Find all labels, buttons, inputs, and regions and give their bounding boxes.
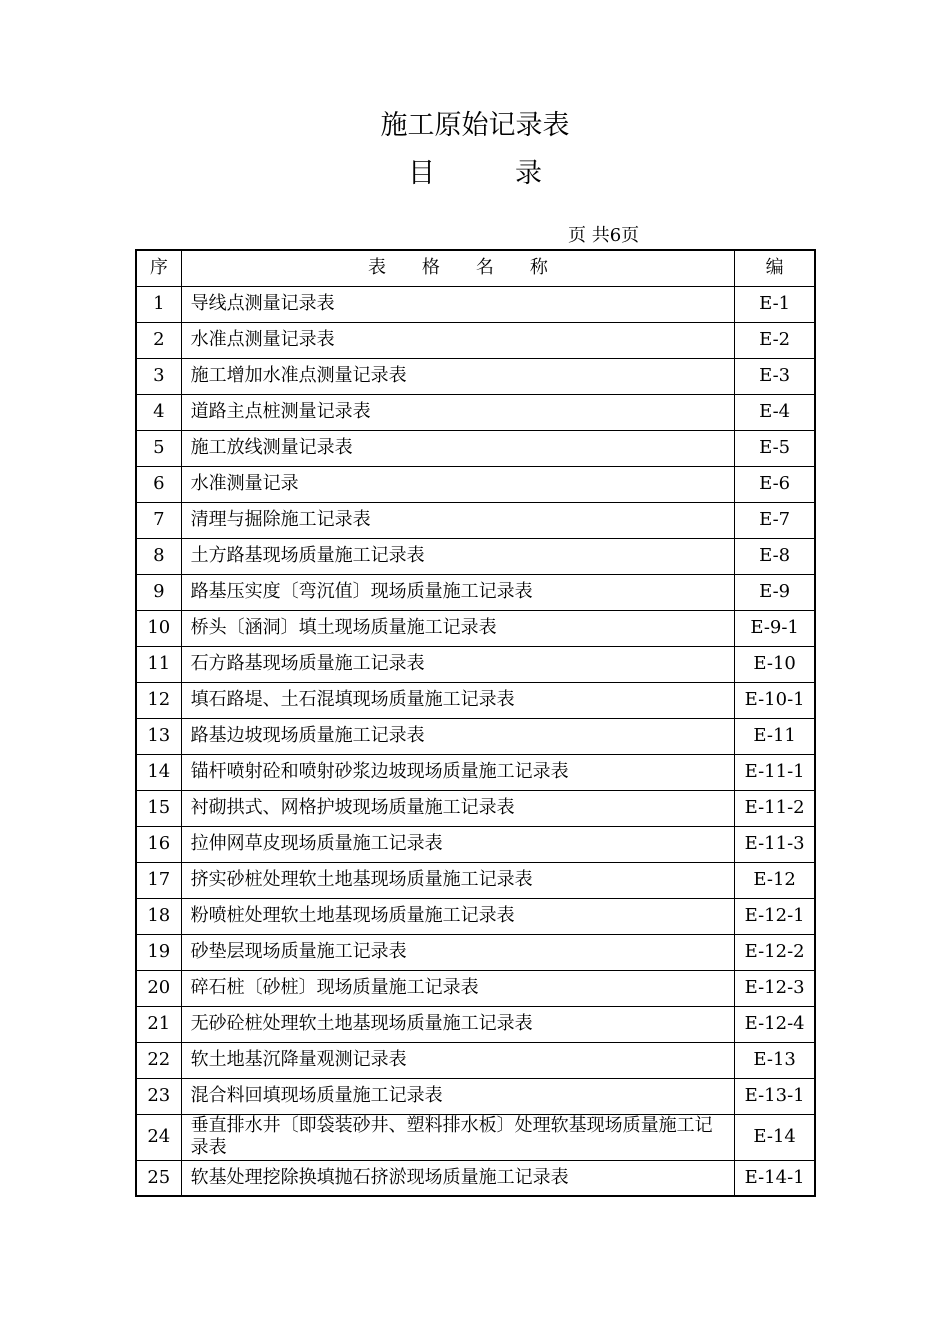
row-code: E-11-2 [735,790,815,826]
row-serial: 11 [136,646,181,682]
row-code: E-12 [735,862,815,898]
row-code: E-2 [735,322,815,358]
row-code: E-12-4 [735,1006,815,1042]
table-row [136,610,815,646]
row-form-name: 衬砌拱式、网格护坡现场质量施工记录表 [181,790,735,826]
row-code: E-12-3 [735,970,815,1006]
table-header-row [136,250,815,286]
table-row [136,970,815,1006]
table-row [136,826,815,862]
row-form-name: 填石路堤、土石混填现场质量施工记录表 [181,682,735,718]
row-form-name: 锚杆喷射砼和喷射砂浆边坡现场质量施工记录表 [181,754,735,790]
table-row [136,790,815,826]
row-form-name: 碎石桩〔砂桩〕现场质量施工记录表 [181,970,735,1006]
row-code: E-14-1 [735,1160,815,1196]
row-code: E-11-3 [735,826,815,862]
page-count-info: 页 共6页 [568,225,640,246]
row-form-name: 导线点测量记录表 [181,286,735,322]
table-row [136,286,815,322]
table-row [136,646,815,682]
row-serial: 20 [136,970,181,1006]
table-row [136,1078,815,1114]
row-serial: 23 [136,1078,181,1114]
row-form-name: 混合料回填现场质量施工记录表 [181,1078,735,1114]
table-row [136,1114,815,1160]
table-row [136,718,815,754]
row-form-name: 软土地基沉降量观测记录表 [181,1042,735,1078]
row-serial: 14 [136,754,181,790]
row-serial: 1 [136,286,181,322]
table-row [136,898,815,934]
row-code: E-8 [735,538,815,574]
row-serial: 22 [136,1042,181,1078]
row-serial: 19 [136,934,181,970]
row-serial: 5 [136,430,181,466]
row-code: E-6 [735,466,815,502]
subtitle-char-left: 目 [408,158,435,189]
row-serial: 10 [136,610,181,646]
row-code: E-9 [735,574,815,610]
row-code: E-11-1 [735,754,815,790]
row-serial: 9 [136,574,181,610]
table-row [136,538,815,574]
table-row [136,430,815,466]
row-serial: 4 [136,394,181,430]
row-form-name: 桥头〔涵洞〕填土现场质量施工记录表 [181,610,735,646]
table-row [136,466,815,502]
row-form-name: 无砂砼桩处理软土地基现场质量施工记录表 [181,1006,735,1042]
header-code: 编 [735,250,815,286]
row-code: E-3 [735,358,815,394]
header-serial: 序 [136,250,181,286]
row-serial: 2 [136,322,181,358]
row-code: E-13-1 [735,1078,815,1114]
row-form-name: 砂垫层现场质量施工记录表 [181,934,735,970]
document-title: 施工原始记录表 [380,110,570,141]
row-code: E-12-1 [735,898,815,934]
row-form-name: 清理与掘除施工记录表 [181,502,735,538]
row-code: E-12-2 [735,934,815,970]
contents-table [135,249,816,1197]
table-row [136,322,815,358]
table-row [136,754,815,790]
row-code: E-4 [735,394,815,430]
table-row [136,1042,815,1078]
table-row [136,862,815,898]
row-code: E-10-1 [735,682,815,718]
row-serial: 24 [136,1114,181,1160]
row-serial: 18 [136,898,181,934]
row-form-name: 粉喷桩处理软土地基现场质量施工记录表 [181,898,735,934]
table-row [136,502,815,538]
row-form-name: 石方路基现场质量施工记录表 [181,646,735,682]
row-form-name: 路基边坡现场质量施工记录表 [181,718,735,754]
row-serial: 17 [136,862,181,898]
row-form-name: 道路主点桩测量记录表 [181,394,735,430]
row-code: E-13 [735,1042,815,1078]
row-form-name: 路基压实度〔弯沉值〕现场质量施工记录表 [181,574,735,610]
row-form-name: 施工放线测量记录表 [181,430,735,466]
table-row [136,394,815,430]
row-code: E-7 [735,502,815,538]
row-serial: 7 [136,502,181,538]
row-form-name: 土方路基现场质量施工记录表 [181,538,735,574]
subtitle-char-right: 录 [515,158,542,189]
row-code: E-1 [735,286,815,322]
row-code: E-14 [735,1114,815,1160]
row-serial: 21 [136,1006,181,1042]
row-form-name: 软基处理挖除换填抛石挤淤现场质量施工记录表 [181,1160,735,1196]
row-code: E-10 [735,646,815,682]
table-row [136,682,815,718]
row-serial: 13 [136,718,181,754]
row-code: E-9-1 [735,610,815,646]
row-serial: 8 [136,538,181,574]
table-row [136,934,815,970]
row-code: E-5 [735,430,815,466]
row-form-name: 垂直排水井〔即袋装砂井、塑料排水板〕处理软基现场质量施工记录表 [181,1114,735,1160]
header-form-name: 表 格 名 称 [181,250,735,286]
row-serial: 25 [136,1160,181,1196]
row-serial: 3 [136,358,181,394]
table-row [136,1006,815,1042]
row-form-name: 水准测量记录 [181,466,735,502]
table-row [136,574,815,610]
row-serial: 12 [136,682,181,718]
row-form-name: 拉伸网草皮现场质量施工记录表 [181,826,735,862]
contents-table-body [136,250,815,1196]
row-serial: 6 [136,466,181,502]
document-subtitle [0,156,950,192]
row-form-name: 施工增加水准点测量记录表 [181,358,735,394]
row-serial: 15 [136,790,181,826]
row-form-name: 水准点测量记录表 [181,322,735,358]
row-form-name: 挤实砂桩处理软土地基现场质量施工记录表 [181,862,735,898]
table-row [136,1160,815,1196]
row-code: E-11 [735,718,815,754]
row-serial: 16 [136,826,181,862]
table-row [136,358,815,394]
